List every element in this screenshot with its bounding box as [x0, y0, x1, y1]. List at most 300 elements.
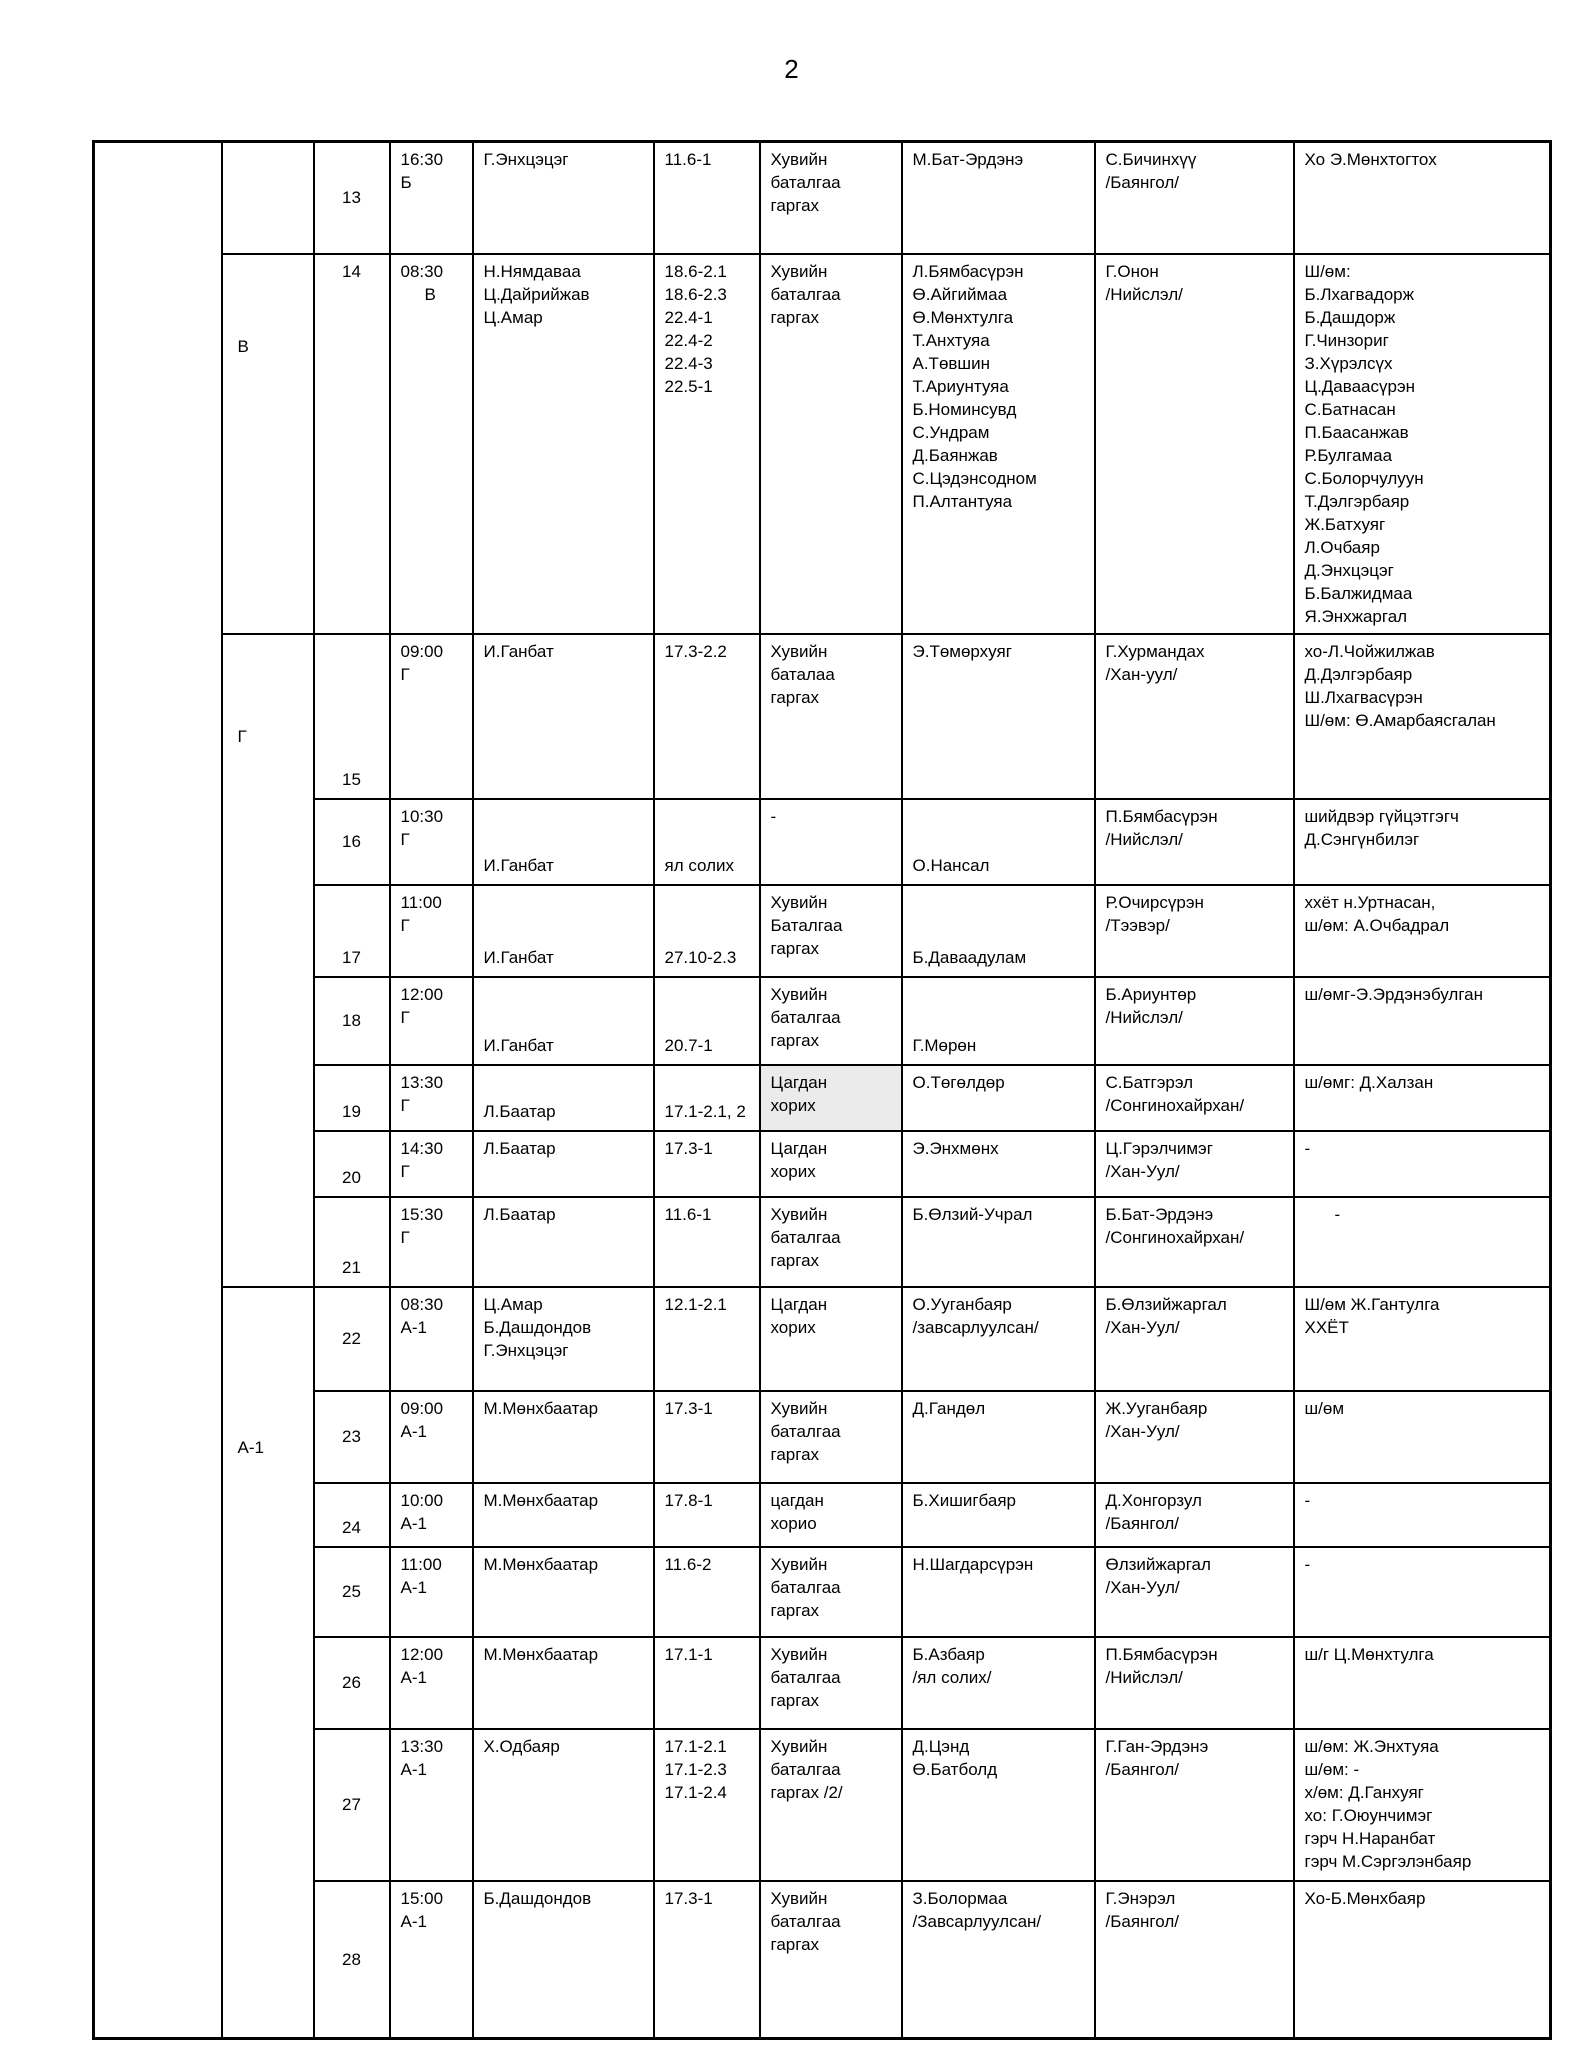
cell-line: З.Хүрэлсүх [1304, 353, 1393, 373]
cell-line: 23 [342, 1427, 361, 1446]
cell-line: Хувийн [770, 1736, 828, 1756]
cell-line: 26 [342, 1673, 361, 1692]
cell-line: 25 [342, 1582, 361, 1601]
action-cell [760, 1287, 902, 1391]
time-cell [390, 1065, 473, 1131]
time-cell [390, 1287, 473, 1391]
judge-cell [473, 1881, 654, 2039]
person-cell [902, 1483, 1095, 1547]
prosecutor-cell [1095, 799, 1294, 885]
cell-line: 18 [342, 1011, 361, 1030]
cell-line: Г [400, 915, 410, 935]
person-cell [902, 1881, 1095, 2039]
cell-line: М.Мөнхбаатар [483, 1398, 599, 1418]
person-cell [902, 254, 1095, 634]
case-number-cell [314, 1391, 390, 1483]
cell-line: Б.Өлзий-Учрал [912, 1204, 1033, 1224]
cell-line: Л.Очбаяр [1304, 537, 1380, 557]
cell-line: М.Мөнхбаатар [483, 1554, 599, 1574]
cell-line: 15:00 [400, 1888, 444, 1908]
table-row [94, 1287, 1551, 1391]
cell-line: 10:00 [400, 1490, 444, 1510]
cell-line: 27.10-2.3 [664, 947, 737, 967]
cell-line: /завсарлуулсан/ [912, 1317, 1039, 1337]
cell-line: /Тээвэр/ [1105, 915, 1170, 935]
judge-cell [473, 254, 654, 634]
notes-cell [1294, 1131, 1551, 1197]
notes-cell [1294, 1391, 1551, 1483]
cell-line: 15 [342, 769, 361, 789]
cell-line: С.Батгэрэл [1105, 1072, 1194, 1092]
cell-line: 13:30 [400, 1736, 444, 1756]
judge-cell [473, 1391, 654, 1483]
cell-line: - [1304, 1138, 1311, 1158]
cell-line: гаргах [770, 1250, 820, 1270]
cell-line: Хувийн [770, 1554, 828, 1574]
cell-line: Т.Дэлгэрбаяр [1304, 491, 1410, 511]
person-cell [902, 799, 1095, 885]
cell-line: 27 [342, 1795, 361, 1814]
cell-line: 17.1-2.4 [664, 1782, 727, 1802]
cell-line: Хувийн [770, 1398, 828, 1418]
action-cell [760, 634, 902, 799]
cell-line: Д.Баянжав [912, 445, 998, 465]
prosecutor-cell [1095, 1547, 1294, 1637]
cell-line: Хувийн [770, 892, 828, 912]
case-number-cell [314, 634, 390, 799]
cell-line: М.Мөнхбаатар [483, 1644, 599, 1664]
action-cell [760, 1483, 902, 1547]
cell-line: Н.Нямдаваа [483, 261, 581, 281]
cell-line: 28 [342, 1949, 361, 1969]
cell-line: хорио [770, 1513, 817, 1533]
notes-cell [1294, 1547, 1551, 1637]
cell-line: 17 [342, 947, 361, 967]
case-number-cell [314, 1483, 390, 1547]
prosecutor-cell [1095, 254, 1294, 634]
article-cell [654, 885, 760, 977]
cell-line: Я.Энхжаргал [1304, 606, 1408, 626]
cell-line: 11.6-2 [664, 1554, 712, 1574]
time-cell [390, 1881, 473, 2039]
prosecutor-cell [1095, 1729, 1294, 1881]
cell-line: Л.Баатар [483, 1204, 556, 1224]
cell-line: Б.Дашдондов [483, 1317, 592, 1337]
prosecutor-cell [1095, 1483, 1294, 1547]
cell-line: 11.6-1 [664, 150, 712, 169]
cell-line: Ж.Ууганбаяр [1105, 1398, 1208, 1418]
case-number-cell [314, 1197, 390, 1287]
cell-line: Ц.Амар [483, 307, 543, 327]
cell-line: шийдвэр гүйцэтгэгч [1304, 806, 1459, 826]
cell-line: Хувийн [770, 984, 828, 1004]
cell-line: /Баянгол/ [1105, 1513, 1179, 1533]
cell-line: Хувийн [770, 1888, 828, 1908]
judge-cell [473, 1131, 654, 1197]
action-cell [760, 1881, 902, 2039]
time-cell [390, 634, 473, 799]
cell-line: ш/өмг: Д.Халзан [1304, 1072, 1434, 1092]
cell-line: Б.Дашдорж [1304, 307, 1396, 327]
cell-line: баталаа [770, 664, 835, 684]
schedule-table [92, 140, 1552, 2040]
cell-line: Хувийн [770, 1204, 828, 1224]
prosecutor-cell [1095, 634, 1294, 799]
person-cell [902, 1065, 1095, 1131]
person-cell [902, 1287, 1095, 1391]
cell-line: /Нийслэл/ [1105, 1667, 1183, 1687]
cell-line: А-1 [400, 1577, 427, 1597]
cell-line: Г.Хурмандах [1105, 641, 1205, 661]
cell-line: Б.Лхагвадорж [1304, 284, 1414, 304]
cell-line: Ц.Гэрэлчимэг [1105, 1138, 1213, 1158]
time-cell [390, 1131, 473, 1197]
cell-line: П.Алтантуяа [912, 491, 1013, 511]
cell-line: Б.Даваадулам [912, 947, 1027, 967]
group-label: Г [237, 726, 247, 746]
cell-line: Г.Ган-Эрдэнэ [1105, 1736, 1209, 1756]
cell-line: Б.Номинсувд [912, 399, 1017, 419]
cell-line: Ө.Айгиймаа [912, 284, 1008, 304]
judge-cell [473, 1547, 654, 1637]
person-cell [902, 977, 1095, 1065]
cell-line: баталгаа [770, 1667, 841, 1687]
cell-line: 17.1-2.3 [664, 1759, 727, 1779]
cell-line: 14:30 [400, 1138, 444, 1158]
person-cell [902, 1729, 1095, 1881]
cell-line: Ш/өм: Ө.Амарбаясгалан [1304, 710, 1496, 730]
cell-line: 20.7-1 [664, 1035, 713, 1055]
cell-line: 22 [342, 1329, 361, 1348]
cell-line: ХХЁТ [1304, 1317, 1349, 1337]
cell-line: С.Болорчулуун [1304, 468, 1424, 488]
cell-line: 18.6-2.1 [664, 261, 727, 281]
judge-cell [473, 1483, 654, 1547]
case-number-cell [314, 1637, 390, 1729]
article-cell [654, 1197, 760, 1287]
cell-line: 14 [342, 261, 361, 281]
cell-line: Ө.Мөнхтулга [912, 307, 1014, 327]
action-cell [760, 1197, 902, 1287]
cell-line: гаргах [770, 196, 820, 215]
group-label-cell [222, 142, 314, 254]
cell-line: Д.Цэнд [912, 1736, 970, 1756]
cell-line: /Хан-Уул/ [1105, 1317, 1180, 1337]
cell-line: 09:00 [400, 641, 444, 661]
cell-line: Д.Сэнгүнбилэг [1304, 829, 1420, 849]
cell-line: 22.5-1 [664, 376, 713, 396]
cell-line: А-1 [400, 1421, 427, 1441]
notes-cell [1294, 799, 1551, 885]
cell-line: баталгаа [770, 1759, 841, 1779]
notes-cell [1294, 1881, 1551, 2039]
cell-line: О.Нансал [912, 855, 990, 875]
notes-cell [1294, 254, 1551, 634]
cell-line: Ш/өм Ж.Гантулга [1304, 1294, 1440, 1314]
case-number-cell [314, 1287, 390, 1391]
cell-line: Г.Энэрэл [1105, 1888, 1176, 1908]
cell-line: 08:30 [400, 261, 444, 281]
cell-line: 11:00 [400, 892, 442, 912]
cell-line: Т.Анхтуяа [912, 330, 990, 350]
cell-line: х/өм: Д.Ганхуяг [1304, 1782, 1424, 1802]
person-cell [902, 885, 1095, 977]
cell-line: 17.1-2.1 [664, 1736, 727, 1756]
cell-line: 22.4-2 [664, 330, 713, 350]
cell-line: хо: Г.Оюунчимэг [1304, 1805, 1433, 1825]
prosecutor-cell [1095, 1637, 1294, 1729]
time-cell [390, 1391, 473, 1483]
cell-line: Б.Өлзийжаргал [1105, 1294, 1227, 1314]
notes-cell [1294, 142, 1551, 254]
cell-line: гаргах [770, 307, 820, 327]
cell-line: гаргах [770, 1444, 820, 1464]
action-cell [760, 977, 902, 1065]
cell-line: Д.Хонгорзул [1105, 1490, 1202, 1510]
cell-line: М.Бат-Эрдэнэ [912, 150, 1024, 169]
cell-line: - [1334, 1204, 1341, 1224]
cell-line: Б [400, 173, 412, 192]
action-cell [760, 254, 902, 634]
notes-cell [1294, 1729, 1551, 1881]
person-cell [902, 634, 1095, 799]
cell-line: Цагдан [770, 1294, 828, 1314]
article-cell [654, 1131, 760, 1197]
cell-line: гаргах [770, 1690, 820, 1710]
cell-line: 17.1-1 [664, 1644, 713, 1664]
table-row [94, 634, 1551, 799]
notes-cell [1294, 1287, 1551, 1391]
cell-line: И.Ганбат [483, 1035, 554, 1055]
cell-line: ш/өм [1304, 1398, 1345, 1418]
cell-line: гаргах [770, 1030, 820, 1050]
cell-line: В [424, 284, 436, 304]
person-cell [902, 1197, 1095, 1287]
case-number-cell [314, 1547, 390, 1637]
article-cell [654, 142, 760, 254]
cell-line: Хо-Б.Мөнхбаяр [1304, 1888, 1426, 1908]
case-number-cell [314, 254, 390, 634]
judge-cell [473, 1065, 654, 1131]
judge-cell [473, 1637, 654, 1729]
cell-line: Н.Шагдарсүрэн [912, 1554, 1034, 1574]
judge-cell [473, 1197, 654, 1287]
cell-line: Хувийн [770, 150, 828, 169]
case-number-cell [314, 1065, 390, 1131]
cell-line: баталгаа [770, 1911, 841, 1931]
judge-cell [473, 799, 654, 885]
cell-line: Б.Ариунтөр [1105, 984, 1197, 1004]
cell-line: /Хан-Уул/ [1105, 1577, 1180, 1597]
time-cell [390, 142, 473, 254]
schedule-table-body [94, 142, 1551, 2039]
person-cell [902, 1637, 1095, 1729]
action-cell [760, 1131, 902, 1197]
cell-line: Г.Энхцэцэг [483, 1340, 569, 1360]
article-cell [654, 254, 760, 634]
cell-line: 21 [342, 1257, 361, 1277]
cell-line: гэрч Н.Наранбат [1304, 1828, 1436, 1848]
notes-cell [1294, 634, 1551, 799]
article-cell [654, 1637, 760, 1729]
group-label-cell [222, 1287, 314, 2039]
cell-line: баталгаа [770, 284, 841, 304]
cell-line: гаргах [770, 687, 820, 707]
cell-line: Ц.Дайрийжав [483, 284, 590, 304]
cell-line: Г.Онон [1105, 261, 1159, 281]
time-cell [390, 885, 473, 977]
left-margin-cell [94, 142, 222, 2039]
case-number-cell [314, 977, 390, 1065]
cell-line: Баталгаа [770, 915, 843, 935]
cell-line: И.Ганбат [483, 855, 554, 875]
cell-line: П.Баасанжав [1304, 422, 1409, 442]
group-label-cell [222, 634, 314, 1287]
cell-line: Хувийн [770, 1644, 828, 1664]
cell-line: 12.1-2.1 [664, 1294, 727, 1314]
cell-line: /Нийслэл/ [1105, 1007, 1183, 1027]
article-cell [654, 1287, 760, 1391]
cell-line: /Завсарлуулсан/ [912, 1911, 1042, 1931]
person-cell [902, 1391, 1095, 1483]
case-number-cell [314, 799, 390, 885]
judge-cell [473, 1729, 654, 1881]
prosecutor-cell [1095, 885, 1294, 977]
cell-line: ш/өм: А.Очбадрал [1304, 915, 1450, 935]
article-cell [654, 977, 760, 1065]
cell-line: баталгаа [770, 1227, 841, 1247]
case-number-cell [314, 1881, 390, 2039]
cell-line: /Баянгол/ [1105, 173, 1179, 192]
cell-line: Л.Баатар [483, 1101, 556, 1121]
cell-line: гаргах [770, 1600, 820, 1620]
cell-line: ш/өм: - [1304, 1759, 1360, 1779]
notes-cell [1294, 977, 1551, 1065]
cell-line: /Сонгинохайрхан/ [1105, 1227, 1245, 1247]
cell-line: 11:00 [400, 1554, 442, 1574]
action-cell [760, 799, 902, 885]
action-cell [760, 1729, 902, 1881]
cell-line: Цагдан [770, 1072, 828, 1092]
cell-line: баталгаа [770, 1421, 841, 1441]
group-label-cell [222, 254, 314, 634]
group-label: А-1 [237, 1437, 264, 1457]
cell-line: /Хан-Уул/ [1105, 1421, 1180, 1441]
cell-line: 17.8-1 [664, 1490, 713, 1510]
cell-line: О.Төгөлдөр [912, 1072, 1005, 1092]
cell-line: Г [400, 829, 410, 849]
cell-line: Г.Чинзориг [1304, 330, 1389, 350]
action-cell [760, 1065, 902, 1131]
action-cell [760, 1547, 902, 1637]
cell-line: Д.Гандөл [912, 1398, 986, 1418]
person-cell [902, 1547, 1095, 1637]
time-cell [390, 1197, 473, 1287]
cell-line: Г [400, 1095, 410, 1115]
cell-line: З.Болормаа [912, 1888, 1008, 1908]
cell-line: Л.Бямбасүрэн [912, 261, 1024, 281]
cell-line: 17.3-1 [664, 1888, 713, 1908]
cell-line: П.Бямбасүрэн [1105, 1644, 1218, 1664]
cell-line: Б.Хишигбаяр [912, 1490, 1017, 1510]
table-row [94, 254, 1551, 634]
action-cell [760, 142, 902, 254]
cell-line: цагдан [770, 1490, 824, 1510]
prosecutor-cell [1095, 1391, 1294, 1483]
time-cell [390, 1547, 473, 1637]
time-cell [390, 1637, 473, 1729]
cell-line: - [1304, 1490, 1311, 1510]
time-cell [390, 977, 473, 1065]
cell-line: гэрч М.Сэргэлэнбаяр [1304, 1851, 1472, 1871]
cell-line: гаргах [770, 1934, 820, 1954]
cell-line: /ял солих/ [912, 1667, 992, 1687]
cell-line: баталгаа [770, 1007, 841, 1027]
prosecutor-cell [1095, 1065, 1294, 1131]
group-label: В [237, 336, 249, 356]
cell-line: Ж.Батхуяг [1304, 514, 1386, 534]
cell-line: Э.Энхмөнх [912, 1138, 999, 1158]
prosecutor-cell [1095, 1287, 1294, 1391]
case-number-cell [314, 1729, 390, 1881]
cell-line: 19 [342, 1101, 361, 1121]
article-cell [654, 1729, 760, 1881]
cell-line: хорих [770, 1095, 816, 1115]
article-cell [654, 1065, 760, 1131]
cell-line: П.Бямбасүрэн [1105, 806, 1218, 826]
time-cell [390, 1729, 473, 1881]
cell-line: Хо Э.Мөнхтогтох [1304, 150, 1437, 169]
cell-line: Б.Дашдондов [483, 1888, 592, 1908]
cell-line: /Нийслэл/ [1105, 829, 1183, 849]
page-number: 2 [784, 54, 799, 84]
notes-cell [1294, 1197, 1551, 1287]
cell-line: Э.Төмөрхуяг [912, 641, 1012, 661]
cell-line: Хувийн [770, 261, 828, 281]
notes-cell [1294, 1637, 1551, 1729]
cell-line: С.Бичинхүү [1105, 150, 1197, 169]
cell-line: А.Төвшин [912, 353, 990, 373]
judge-cell [473, 885, 654, 977]
case-number-cell [314, 885, 390, 977]
judge-cell [473, 142, 654, 254]
cell-line: А-1 [400, 1759, 427, 1779]
cell-line: И.Ганбат [483, 641, 554, 661]
cell-line: Д.Дэлгэрбаяр [1304, 664, 1413, 684]
cell-line: Цагдан [770, 1138, 828, 1158]
action-cell [760, 1391, 902, 1483]
person-cell [902, 1131, 1095, 1197]
cell-line: 08:30 [400, 1294, 444, 1314]
cell-line: Ц.Даваасүрэн [1304, 376, 1416, 396]
cell-line: Өлзийжаргал [1105, 1554, 1211, 1574]
cell-line: 13 [342, 188, 361, 208]
cell-line: 18.6-2.3 [664, 284, 727, 304]
cell-line: хорих [770, 1161, 816, 1181]
cell-line: Б.Азбаяр [912, 1644, 985, 1664]
notes-cell [1294, 885, 1551, 977]
cell-line: Ц.Амар [483, 1294, 543, 1314]
cell-line: 17.3-1 [664, 1138, 713, 1158]
cell-line: 22.4-3 [664, 353, 713, 373]
cell-line: Г [400, 1007, 410, 1027]
notes-cell [1294, 1065, 1551, 1131]
cell-line: баталгаа [770, 173, 841, 192]
cell-line: ш/г Ц.Мөнхтулга [1304, 1644, 1434, 1664]
cell-line: 24 [342, 1517, 361, 1537]
cell-line: М.Мөнхбаатар [483, 1490, 599, 1510]
article-cell [654, 799, 760, 885]
